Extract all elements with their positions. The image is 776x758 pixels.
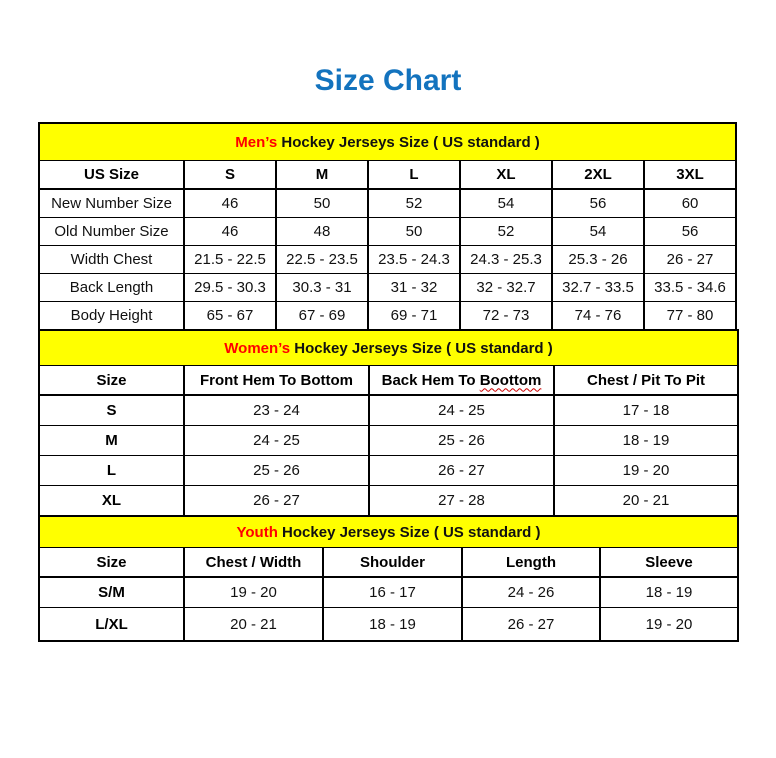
table-cell: 56 [644, 218, 736, 246]
column-header: L [368, 161, 460, 190]
row-label: L/XL [39, 608, 184, 642]
row-label: Width Chest [39, 246, 184, 274]
table-row [39, 246, 736, 274]
table-cell: 46 [184, 189, 276, 218]
table-cell: 19 - 20 [600, 608, 738, 642]
table-cell: 22.5 - 23.5 [276, 246, 368, 274]
youth-size-table [38, 515, 739, 642]
youth-banner-row [39, 516, 738, 548]
column-header-back-hem [369, 366, 554, 396]
column-header: 2XL [552, 161, 644, 190]
table-cell: 23 - 24 [184, 395, 369, 426]
table-row [39, 218, 736, 246]
table-cell: 24 - 25 [184, 426, 369, 456]
table-cell: 54 [552, 218, 644, 246]
column-header: Size [39, 548, 184, 578]
womens-banner-row [39, 330, 738, 366]
womens-section-banner [39, 330, 738, 366]
womens-banner-text: Hockey Jerseys Size ( US standard ) [290, 339, 553, 357]
table-cell: 16 - 17 [323, 577, 462, 608]
row-label: M [39, 426, 184, 456]
back-hem-prefix: Back Hem To [381, 371, 480, 389]
column-header: Length [462, 548, 600, 578]
table-cell: 18 - 19 [323, 608, 462, 642]
table-cell: 19 - 20 [184, 577, 323, 608]
table-cell: 26 - 27 [369, 456, 554, 486]
mens-section-banner [39, 123, 736, 161]
row-label: Body Height [39, 302, 184, 331]
row-label: New Number Size [39, 189, 184, 218]
mens-banner-accent: Men’s [235, 133, 278, 151]
mens-size-table [38, 122, 737, 331]
column-header: Shoulder [323, 548, 462, 578]
column-header: Chest / Pit To Pit [554, 366, 738, 396]
column-header: Chest / Width [184, 548, 323, 578]
table-cell: 21.5 - 22.5 [184, 246, 276, 274]
table-cell: 25.3 - 26 [552, 246, 644, 274]
womens-size-table [38, 329, 739, 517]
table-row [39, 426, 738, 456]
table-cell: 18 - 19 [600, 577, 738, 608]
column-header: US Size [39, 161, 184, 190]
table-cell: 31 - 32 [368, 274, 460, 302]
table-row [39, 395, 738, 426]
youth-banner-text: Hockey Jerseys Size ( US standard ) [277, 523, 541, 541]
table-cell: 65 - 67 [184, 302, 276, 331]
column-header: Sleeve [600, 548, 738, 578]
table-cell: 25 - 26 [369, 426, 554, 456]
row-label: L [39, 456, 184, 486]
back-hem-misspelled-word: Boottom [479, 371, 542, 389]
table-row [39, 302, 736, 331]
table-cell: 24.3 - 25.3 [460, 246, 552, 274]
column-header: Size [39, 366, 184, 396]
table-cell: 17 - 18 [554, 395, 738, 426]
row-label: XL [39, 486, 184, 517]
table-cell: 29.5 - 30.3 [184, 274, 276, 302]
table-cell: 20 - 21 [184, 608, 323, 642]
table-cell: 48 [276, 218, 368, 246]
table-cell: 74 - 76 [552, 302, 644, 331]
column-header: 3XL [644, 161, 736, 190]
table-cell: 26 - 27 [644, 246, 736, 274]
table-cell: 33.5 - 34.6 [644, 274, 736, 302]
table-row [39, 274, 736, 302]
row-label: S [39, 395, 184, 426]
womens-banner-accent: Women’s [224, 339, 291, 357]
table-cell: 18 - 19 [554, 426, 738, 456]
table-cell: 69 - 71 [368, 302, 460, 331]
womens-header-row [39, 366, 738, 396]
table-row [39, 577, 738, 608]
youth-section-banner [39, 516, 738, 548]
table-cell: 23.5 - 24.3 [368, 246, 460, 274]
table-cell: 52 [460, 218, 552, 246]
row-label: S/M [39, 577, 184, 608]
row-label: Old Number Size [39, 218, 184, 246]
table-cell: 26 - 27 [462, 608, 600, 642]
table-cell: 46 [184, 218, 276, 246]
column-header: M [276, 161, 368, 190]
page-title: Size Chart [314, 64, 462, 97]
table-cell: 20 - 21 [554, 486, 738, 517]
youth-header-row [39, 548, 738, 578]
table-cell: 32.7 - 33.5 [552, 274, 644, 302]
table-row [39, 608, 738, 642]
table-cell: 26 - 27 [184, 486, 369, 517]
table-cell: 24 - 25 [369, 395, 554, 426]
column-header: XL [460, 161, 552, 190]
table-row [39, 189, 736, 218]
table-cell: 50 [368, 218, 460, 246]
table-cell: 67 - 69 [276, 302, 368, 331]
mens-banner-text: Hockey Jerseys Size ( US standard ) [277, 133, 540, 151]
youth-banner-accent: Youth [236, 523, 278, 541]
table-cell: 60 [644, 189, 736, 218]
table-row [39, 486, 738, 517]
row-label: Back Length [39, 274, 184, 302]
mens-header-row [39, 161, 736, 190]
table-cell: 30.3 - 31 [276, 274, 368, 302]
column-header: S [184, 161, 276, 190]
table-cell: 54 [460, 189, 552, 218]
table-cell: 27 - 28 [369, 486, 554, 517]
mens-banner-row [39, 123, 736, 161]
table-cell: 24 - 26 [462, 577, 600, 608]
table-cell: 52 [368, 189, 460, 218]
table-cell: 56 [552, 189, 644, 218]
table-row [39, 456, 738, 486]
table-cell: 50 [276, 189, 368, 218]
table-cell: 25 - 26 [184, 456, 369, 486]
table-cell: 32 - 32.7 [460, 274, 552, 302]
table-cell: 72 - 73 [460, 302, 552, 331]
column-header: Front Hem To Bottom [184, 366, 369, 396]
size-chart-container [38, 122, 737, 642]
table-cell: 19 - 20 [554, 456, 738, 486]
table-cell: 77 - 80 [644, 302, 736, 331]
